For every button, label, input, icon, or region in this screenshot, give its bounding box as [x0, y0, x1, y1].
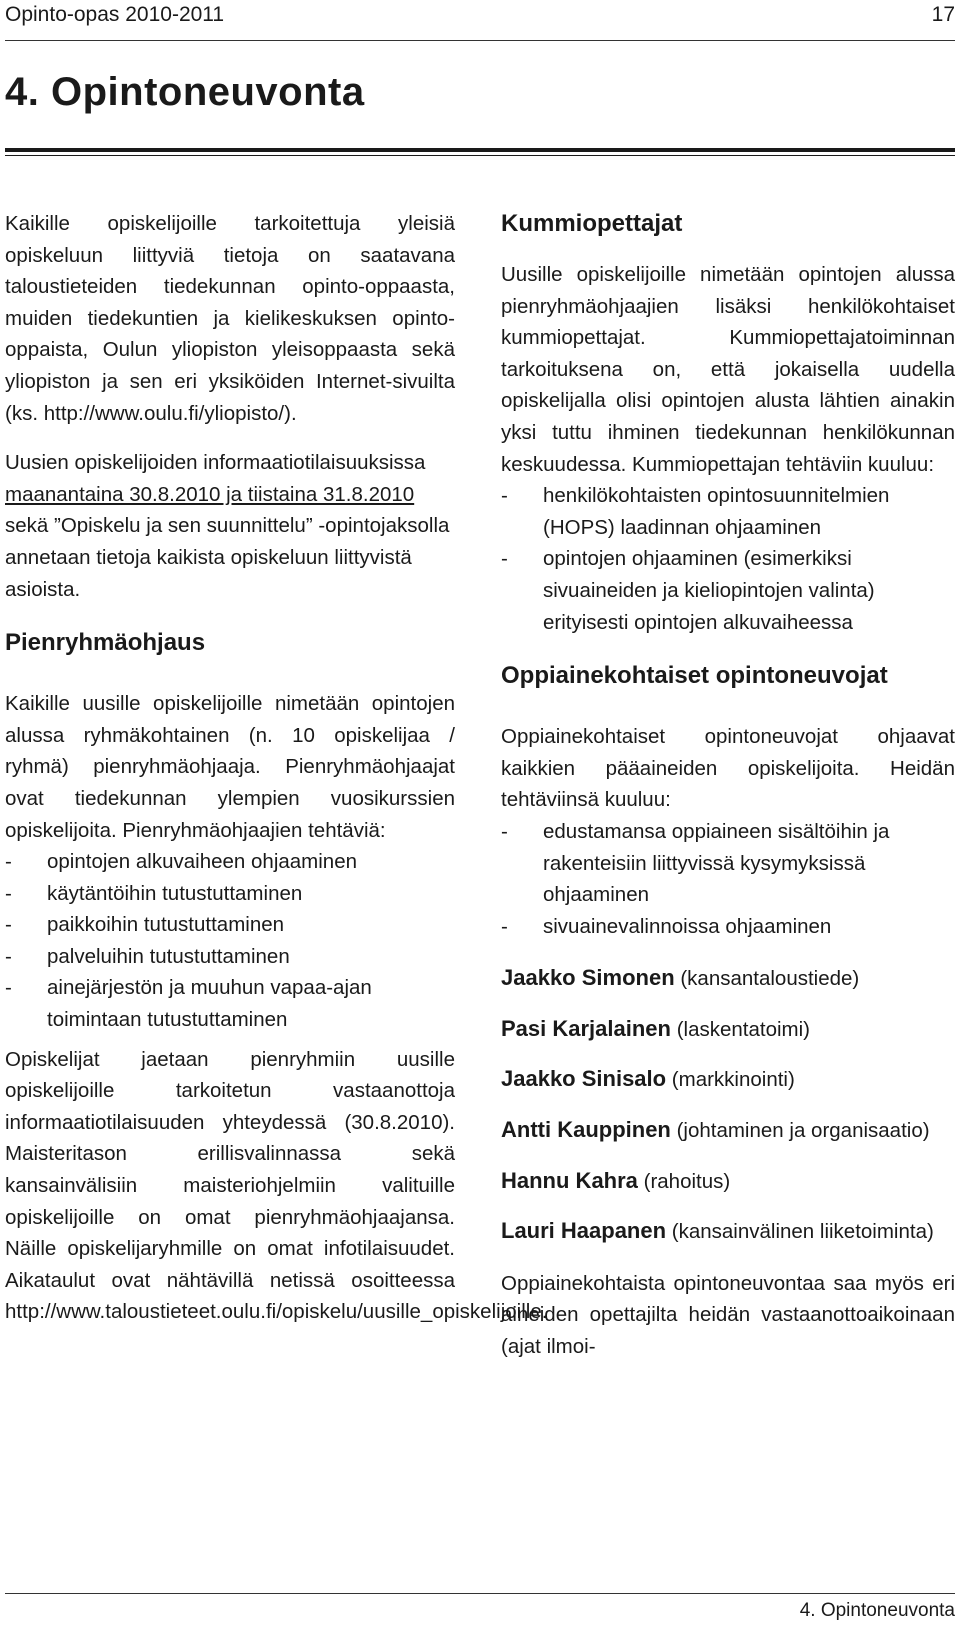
- list-item: - paikkoihin tutustuttaminen: [5, 909, 455, 941]
- list-item: - ainejärjestön ja muuhun vapaa-ajan toimintaan tutustuttaminen: [5, 972, 455, 1035]
- chapter-rule: [5, 148, 955, 156]
- small-group-outro: Opiskelijat jaetaan pienryhmiin uusille opiskelijoille tarkoitetun vastaanottoja informaatiotilaisuuden yhteydessä (30.8.2010). Maisteritason erillisvalinnassa sekä kansainvälisiin maisteriohjelmiin valituille opiskelijoille on omat pienryhmäohjaajansa. Näille opiskelijaryhmille on omat infotilaisuudet. Aikataulut ovat nähtävillä netissä osoitteessa http://www.taloustieteet.oulu.fi/opiskelu/uusille_opiskelijoille.: [5, 1047, 548, 1324]
- page-number: 17: [931, 3, 955, 26]
- intro-paragraph: Kaikille opiskelijoille tarkoitettuja yleisiä opiskeluun liittyviä tietoja on saatavana taloustieteiden tiedekunnan opinto-oppaasta, muiden tiedekuntien ja kielikeskuksen opinto-oppaista, Oulun yliopiston yleisoppaasta sekä yliopiston ja sen eri yksiköiden Internet-sivuilta (ks. http://www.oulu.fi/yliopisto/).: [5, 212, 455, 425]
- heading-mentors: Kummiopettajat: [501, 210, 683, 237]
- chapter-title: 4. Opintoneuvonta: [5, 70, 365, 114]
- contact-item: Jaakko Sinisalo (markkinointi): [501, 1066, 795, 1092]
- list-item: - käytäntöihin tutustuttaminen: [5, 878, 455, 910]
- contact-list: [501, 962, 955, 1248]
- small-group-intro: Kaikille uusille opiskelijoille nimetään opintojen alussa ryhmäkohtainen (n. 10 opiskelijaa / ryhmä) pienryhmäohjaaja. Pienryhmäohjaajat ovat tiedekunnan ylempien vuosikurssien opiskelijoita. Pienryhmäohjaajien tehtäviä:: [5, 692, 455, 842]
- info-paragraph: Uusien opiskelijoiden informaatiotilaisuuksissa maanantaina 30.8.2010 ja tiistaina 31.8.2010 sekä ”Opiskelu ja sen suunnittelu” -opintojaksolla annetaan tietoja kaikista opiskeluun liittyvistä asioista.: [5, 451, 450, 601]
- page-header: [5, 0, 955, 44]
- subject-intro: Oppiainekohtaiset opintoneuvojat ohjaavat kaikkien pääaineiden opiskelijoita. Heidän tehtäviinsä kuuluu:: [501, 725, 955, 812]
- info-dates: maanantaina 30.8.2010 ja tiistaina 31.8.2010: [5, 482, 415, 506]
- left-column: [5, 208, 548, 1328]
- list-item: - opintojen alkuvaiheen ohjaaminen: [5, 846, 455, 878]
- list-item: - sivuainevalinnoissa ohjaaminen: [501, 911, 955, 943]
- subject-task-list: [501, 816, 955, 942]
- contact-item: Jaakko Simonen (kansantaloustiede): [501, 965, 860, 991]
- footer-rule: [5, 1593, 955, 1594]
- list-item: - opintojen ohjaaminen (esimerkiksi sivuaineiden ja kieliopintojen valinta) erityisesti opintojen alkuvaiheessa: [501, 543, 955, 638]
- mentors-intro: Uusille opiskelijoille nimetään opintojen alussa pienryhmäohjaajien lisäksi henkilökohtaiset kummiopettajat. Kummiopettajatoiminnan tarkoituksena on, että jokaisella uudella opiskelijalla olisi opintojen alusta lähtien ainakin yksi tuttu ihminen tiedekunnan henkilökunnan keskuudessa. Kummiopettajan tehtäviin kuuluu:: [501, 263, 955, 476]
- list-item: - henkilökohtaisten opintosuunnitelmien (HOPS) laadinnan ohjaaminen: [501, 480, 955, 543]
- footer-section-name: 4. Opintoneuvonta: [799, 1600, 955, 1621]
- mentor-task-list: [501, 480, 955, 638]
- list-item: - edustamansa oppiaineen sisältöihin ja rakenteisiin liittyvissä kysymyksissä ohjaaminen: [501, 816, 955, 911]
- header-rule: [5, 40, 955, 41]
- contact-item: Pasi Karjalainen (laskentatoimi): [501, 1015, 810, 1041]
- document-title: Opinto-opas 2010-2011: [5, 3, 225, 26]
- heading-small-group: Pienryhmäohjaus: [5, 629, 206, 657]
- contact-item: Antti Kauppinen (johtaminen ja organisaatio): [501, 1117, 930, 1143]
- right-column: [501, 208, 955, 1363]
- contact-item: Hannu Kahra (rahoitus): [501, 1167, 731, 1193]
- advising-outro: Oppiainekohtaista opintoneuvontaa saa myös eri aineiden opettajilta heidän vastaanottoaikoinaan (ajat ilmoi-: [501, 1271, 955, 1359]
- heading-subject-advisors: Oppiainekohtaiset opintoneuvojat: [501, 662, 888, 690]
- small-group-task-list: [5, 846, 455, 1036]
- list-item: - palveluihin tutustuttaminen: [5, 941, 455, 973]
- contact-item: Lauri Haapanen (kansainvälinen liiketoiminta): [501, 1218, 934, 1244]
